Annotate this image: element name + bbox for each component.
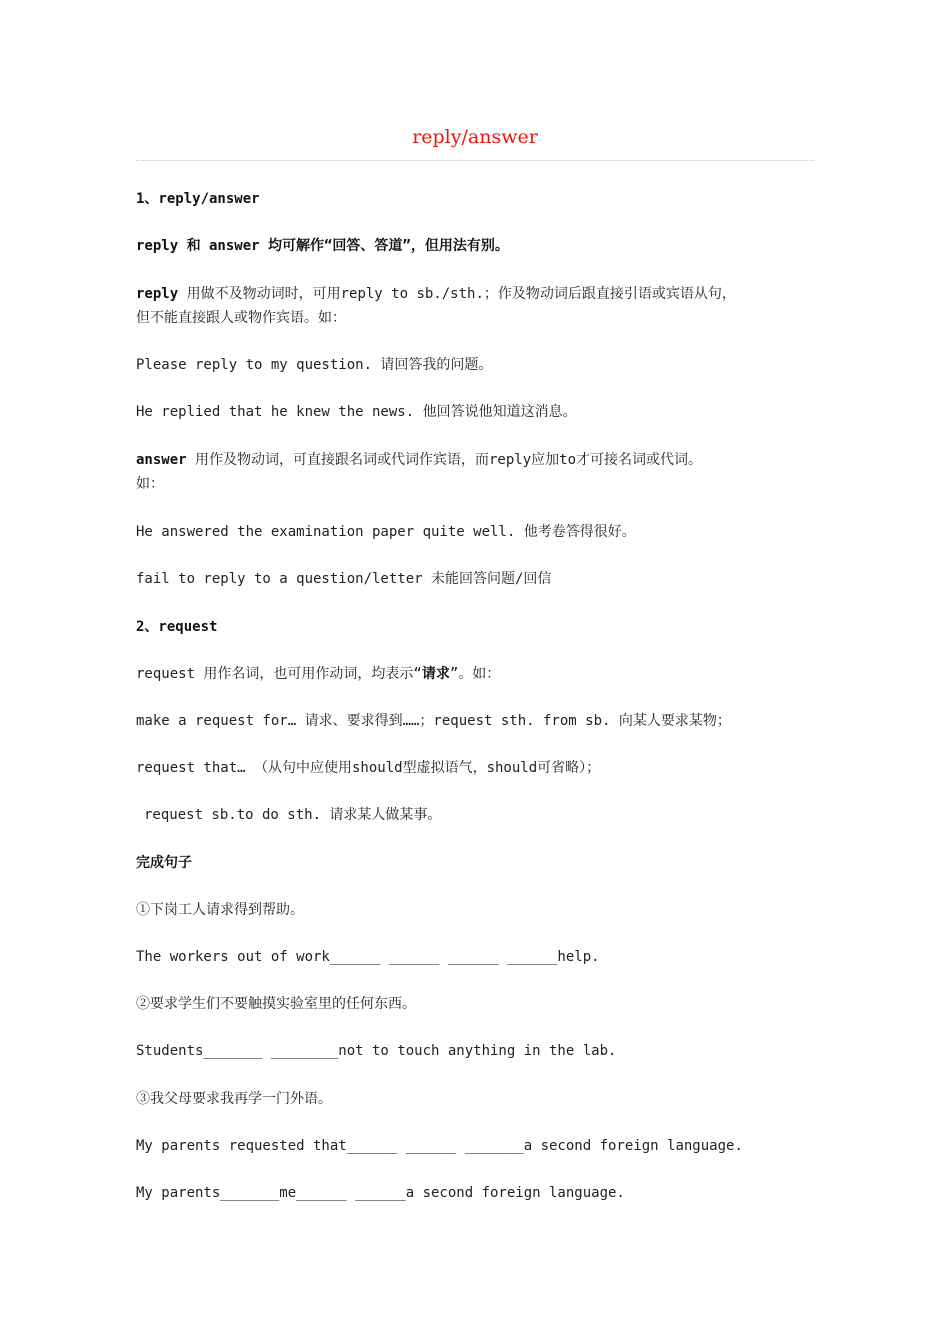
- question-3-english-a: My parents requested that______ ______ _______a second foreign language.: [136, 1138, 743, 1154]
- section-heading-reply-answer: 1、reply/answer: [136, 191, 260, 207]
- request-usage-suffix: ”。如：: [449, 666, 501, 682]
- request-usage: [136, 662, 816, 686]
- question-3-chinese: ③我父母要求我再学一门外语。: [136, 1091, 332, 1107]
- example-answer-1: He answered the examination paper quite well. 他考卷答得很好。: [136, 524, 636, 540]
- answer-term: answer: [136, 452, 187, 468]
- example-answer-2: fail to reply to a question/letter 未能回答问题/回信: [136, 571, 552, 587]
- question-2-english: Students_______ ________not to touch anything in the lab.: [136, 1043, 617, 1059]
- question-2-chinese: ②要求学生们不要触摸实验室里的任何东西。: [136, 996, 416, 1012]
- request-keyword: 请求: [421, 666, 450, 682]
- answer-usage-line-1: [136, 448, 816, 472]
- title-divider: [136, 160, 814, 161]
- question-3-english-b: My parents_______me______ ______a second foreign language.: [136, 1185, 625, 1201]
- request-usage-text: request 用作名词，也可用作动词，均表示“: [136, 666, 422, 682]
- reply-usage-line-2: 但不能直接跟人或物作宾语。如：: [136, 310, 346, 326]
- reply-usage-text: 用做不及物动词时，可用reply to sb./sth.；作及物动词后跟直接引语或宾语从句，: [178, 286, 736, 302]
- answer-usage-text: 用作及物动词，可直接跟名词或代词作宾语，而reply应加to才可接名词或代词。: [186, 452, 703, 468]
- reply-term: reply: [136, 286, 179, 302]
- answer-usage-line-2: 如：: [136, 476, 164, 492]
- exercise-heading: 完成句子: [136, 855, 192, 871]
- question-1-english: The workers out of work______ ______ ______ ______help.: [136, 949, 600, 965]
- reply-usage-line-1: [136, 282, 816, 306]
- section-heading-request: 2、request: [136, 619, 218, 635]
- question-1-chinese: ①下岗工人请求得到帮助。: [136, 902, 304, 918]
- example-request-2: request that… （从句中应使用should型虚拟语气，should可省略）；: [136, 760, 601, 776]
- page-title: reply/answer: [412, 126, 538, 148]
- example-reply-2: He replied that he knew the news. 他回答说他知道这消息。: [136, 404, 577, 420]
- example-request-3: request sb.to do sth. 请求某人做某事。: [144, 807, 442, 823]
- example-request-1: make a request for… 请求、要求得到……；request sth. from sb. 向某人要求某物；: [136, 713, 731, 729]
- example-reply-1: Please reply to my question. 请回答我的问题。: [136, 357, 493, 373]
- reply-answer-intro: reply 和 answer 均可解作“回答、答道”，但用法有别。: [136, 238, 509, 254]
